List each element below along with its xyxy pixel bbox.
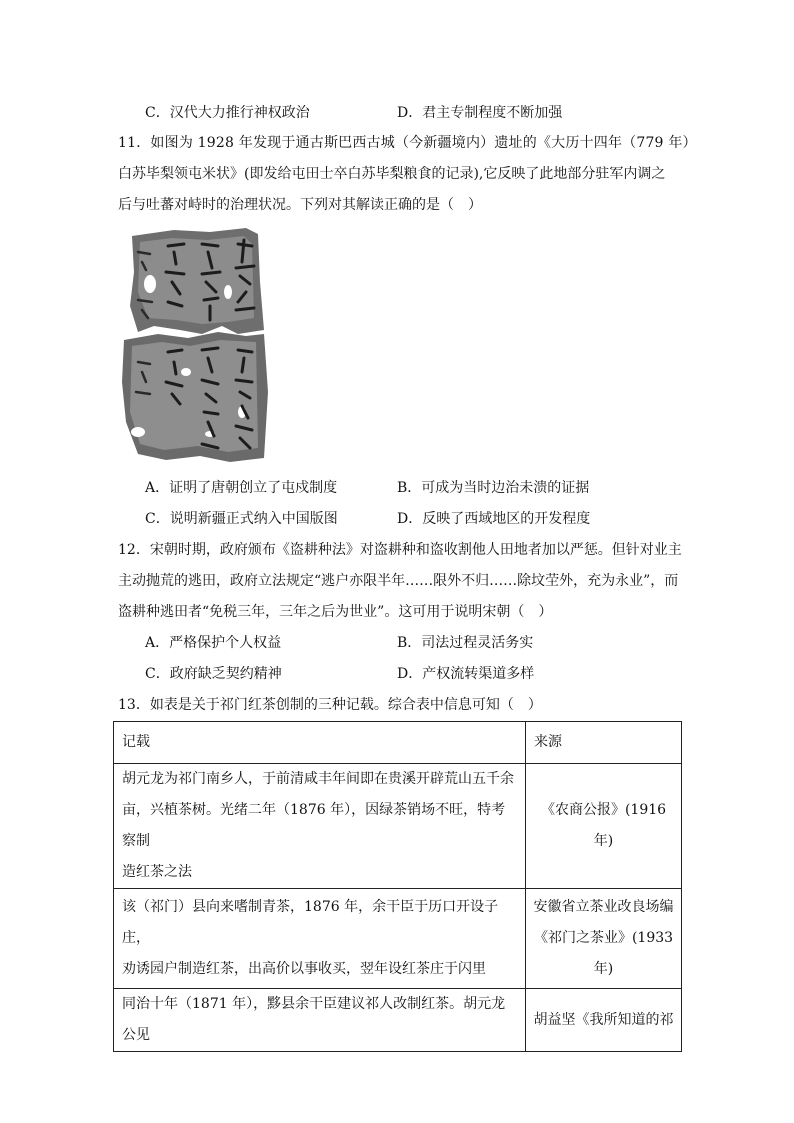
q11-stem-line-2: 白苏毕梨领屯米状》(即发给屯田士卒白苏毕梨粮食的记录),它反映了此地部分驻军内调之 (118, 166, 666, 182)
table-cell-source (526, 989, 682, 1052)
table-row (114, 764, 682, 889)
q12-option-d: D．产权流转渠道多样 (397, 666, 535, 682)
record-line: 劝诱园户制造红茶，出高价以事收买，翌年设红茶庄于闪里 (122, 961, 486, 977)
manuscript-document-image (118, 222, 270, 468)
q12-stem-line-3: 盗耕种逃田者“免税三年，三年之后为世业”。这可用于说明宋朝（ ） (118, 604, 553, 620)
q10-option-d: D．君主专制程度不断加强 (397, 105, 563, 121)
table-row (114, 989, 682, 1052)
q10-option-c: C．汉代大力推行神权政治 (145, 105, 310, 121)
table-header-record: 记载 (114, 722, 526, 764)
source-line: 胡益坚《我所知道的祁 (533, 1011, 674, 1028)
record-line: 造红茶之法 (122, 864, 192, 880)
table-header-source: 来源 (526, 722, 682, 764)
source-line: 安徽省立茶业改良场编 (533, 899, 674, 915)
record-line: 亩，兴植茶树。光绪二年（1876 年），因绿茶销场不旺，特考察制 (122, 802, 506, 849)
q12-option-a: A．严格保护个人权益 (145, 635, 282, 651)
table-cell-source (526, 889, 682, 989)
q13-stem-line-1: 13．如表是关于祁门红茶创制的三种记载。综合表中信息可知（ ） (118, 697, 542, 713)
record-line: 同治十年（1871 年），黟县余干臣建议祁人改制红茶。胡元龙公见 (122, 996, 506, 1043)
table-cell-record (114, 889, 526, 989)
tea-records-table (113, 721, 682, 1052)
source-line: 《农商公报》(1916 年) (540, 802, 667, 849)
source-line: 《祁门之茶业》(1933 (533, 930, 674, 946)
record-line: 胡元龙为祁门南乡人，于前清咸丰年间即在贵溪开辟荒山五千余 (122, 771, 514, 787)
table-cell-record (114, 764, 526, 889)
q11-option-c: C．说明新疆正式纳入中国版图 (145, 511, 338, 527)
table-cell-record (114, 989, 526, 1052)
q12-stem-line-2: 主动抛荒的逃田，政府立法规定“逃户亦限半年……限外不归……除坟茔外，充为永业”，而 (118, 573, 679, 589)
q11-option-a: A．证明了唐朝创立了屯戍制度 (145, 480, 338, 496)
table-cell-source (526, 764, 682, 889)
table-row (114, 889, 682, 989)
q11-option-b: B．可成为当时边治未溃的证据 (397, 480, 590, 496)
q11-stem-line-3: 后与吐蕃对峙时的治理状况。下列对其解读正确的是（ ） (118, 197, 482, 213)
q11-option-d: D．反映了西域地区的开发程度 (397, 511, 591, 527)
source-line: 年) (593, 961, 614, 977)
record-line: 该（祁门）县向来嗜制青茶，1876 年，余干臣于历口开设子庄， (122, 899, 499, 946)
q12-option-b: B．司法过程灵活务实 (397, 635, 534, 651)
table-header-row (114, 722, 682, 764)
q11-stem-line-1: 11．如图为 1928 年发现于通古斯巴西古城（今新疆境内）遗址的《大历十四年（779 年） (118, 135, 697, 151)
q12-option-c: C．政府缺乏契约精神 (145, 666, 282, 682)
q12-stem-line-1: 12．宋朝时期，政府颁布《盗耕种法》对盗耕种和盗收割他人田地者加以严惩。但针对业主 (118, 542, 682, 558)
